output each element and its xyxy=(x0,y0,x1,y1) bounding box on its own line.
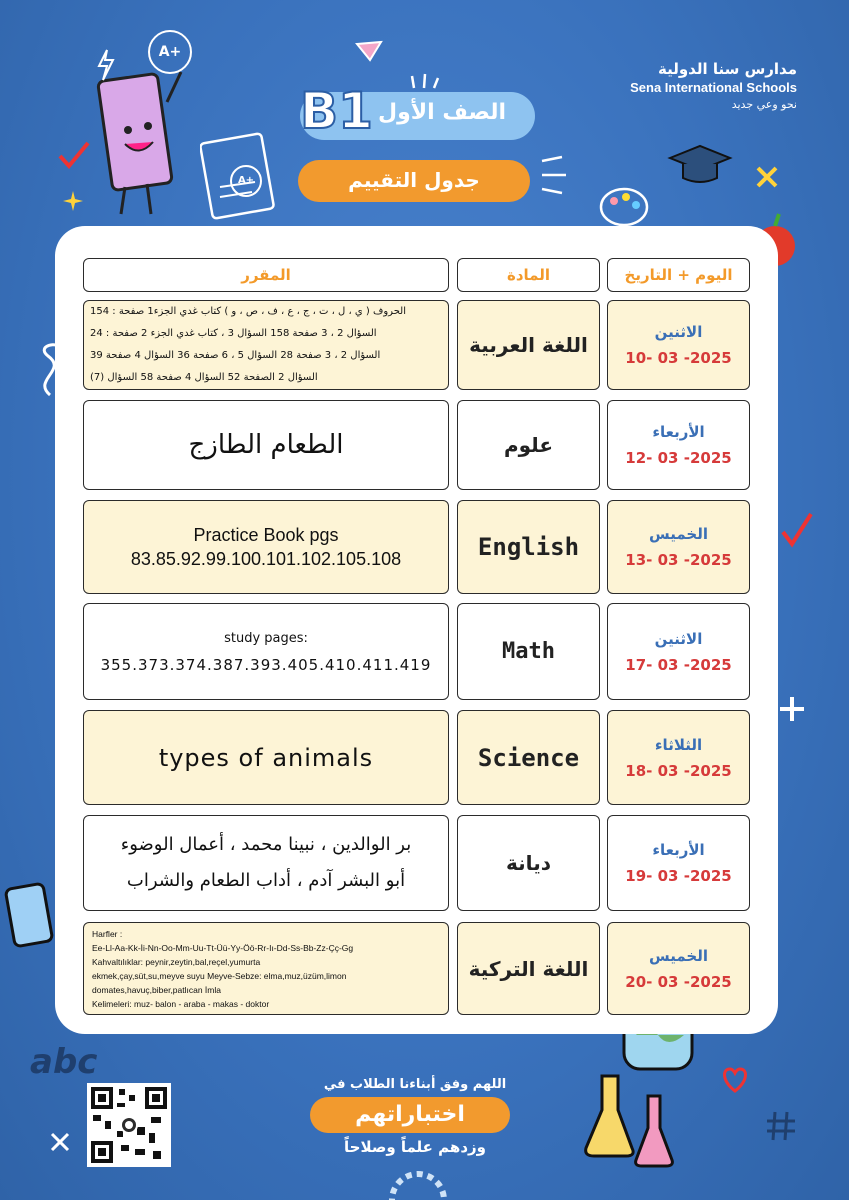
row-1-day: الاثنين 10- 03 -2025 xyxy=(607,300,750,390)
row-6-day: الأربعاء 19- 03 -2025 xyxy=(607,815,750,911)
row-7-day: الخميس 20- 03 -2025 xyxy=(607,922,750,1015)
checkmark-icon xyxy=(780,510,814,550)
row-5-subject: Science xyxy=(457,710,600,805)
header-curriculum: المقرر xyxy=(83,258,449,292)
footer-line-1: اللهم وفق أبناءنا الطلاب في xyxy=(323,1077,507,1092)
triangle-icon xyxy=(355,40,383,62)
flask-icon xyxy=(632,1090,676,1170)
header-subject: المادة xyxy=(457,258,600,292)
row-5-curriculum: types of animals xyxy=(83,710,449,805)
grade-code: B1 xyxy=(300,82,373,140)
badge-icon: A+ xyxy=(148,30,192,74)
paper-badge-icon: A+ xyxy=(230,165,262,197)
row-2-day: الأربعاء 12- 03 -2025 xyxy=(607,400,750,490)
row-6-subject: ديانة xyxy=(457,815,600,911)
heart-icon xyxy=(720,1065,750,1093)
header-day-date: اليوم + التاريخ xyxy=(607,258,750,292)
row-4-curriculum: study pages: 355.373.374.387.393.405.410.411.419 xyxy=(83,603,449,700)
school-slogan: نحو وعي جديد xyxy=(731,98,797,111)
row-2-curriculum: الطعام الطازج xyxy=(83,400,449,490)
row-7-subject: اللغة التركية xyxy=(457,922,600,1015)
row-1-subject: اللغة العربية xyxy=(457,300,600,390)
sparkle-icon xyxy=(410,72,440,90)
graduation-cap-icon xyxy=(665,140,735,190)
row-7-curriculum: Harfler : Ee-Ll-Aa-Kk-İi-Nn-Oo-Mm-Uu-Tt-Üü-Yy-Öö-Rr-Iı-Dd-Ss-Bb-Zz-Çç-Gg Kahvaltılıklar: peynir,zeytin,bal,reçel,yumurta ekmek,çay,süt,su,meyve suyu Meyve-Sebze: elma,muz,üzüm,limon domates,havuç,biber,patlıcan İmla Kelimeleri: muz- balon - araba - makas - doktor xyxy=(83,922,449,1015)
school-name-en: Sena International Schools xyxy=(630,80,797,95)
qr-code[interactable] xyxy=(87,1083,171,1167)
row-3-subject: English xyxy=(457,500,600,594)
school-logo xyxy=(630,60,797,111)
row-3-day: الخميس 13- 03 -2025 xyxy=(607,500,750,594)
row-2-subject: علوم xyxy=(457,400,600,490)
plus-icon xyxy=(778,695,806,723)
row-5-day: الثلاثاء 18- 03 -2025 xyxy=(607,710,750,805)
checkmark-icon xyxy=(57,140,91,170)
cross-icon xyxy=(755,165,779,189)
flask-icon xyxy=(580,1070,640,1160)
qr-pattern-icon xyxy=(91,1087,167,1163)
page-title: جدول التقييم xyxy=(348,168,480,192)
row-1-curriculum: الحروف ( ي ، ل ، ت ، ج ، ع ، ف ، ص ، و ) كتاب غدي الجزء1 صفحة : 154 السؤال 2 ، 3 صفحة 158 السؤال 3 ، كتاب غدي الجزء 2 صفحة : 24 السؤال 2 ، 3 صفحة 28 السؤال 5 ، 6 صفحة 36 السؤال 4 صفحة 39 السؤال 2 الصفحة 52 السؤال 4 صفحة 58 السؤال (7) xyxy=(83,300,449,390)
row-6-curriculum: بر الوالدين ، نبينا محمد ، أعمال الوضوء أبو البشر آدم ، أداب الطعام والشراب xyxy=(83,815,449,911)
row-4-day: الاثنين 17- 03 -2025 xyxy=(607,603,750,700)
palette-icon xyxy=(598,185,650,229)
footer-line-2: اختباراتهم xyxy=(310,1097,510,1133)
notebook-character-icon xyxy=(95,62,185,222)
star-icon xyxy=(62,190,84,212)
ornament-icon xyxy=(388,1168,448,1200)
calculator-icon xyxy=(4,880,54,950)
school-name-ar: مدارس سنا الدولية xyxy=(658,60,797,78)
grade-name: الصف الأول xyxy=(378,100,507,125)
row-4-subject: Math xyxy=(457,603,600,700)
cross-icon xyxy=(50,1132,70,1152)
lightning-icon xyxy=(95,48,117,82)
row-3-curriculum: Practice Book pgs 83.85.92.99.100.101.102.105.108 xyxy=(83,500,449,594)
footer-line-3: وزدهم علماً وصلاحاً xyxy=(344,1138,486,1156)
sparkle-icon xyxy=(538,155,568,195)
hash-icon xyxy=(765,1110,797,1142)
letters-decoration: abc xyxy=(30,1042,98,1082)
